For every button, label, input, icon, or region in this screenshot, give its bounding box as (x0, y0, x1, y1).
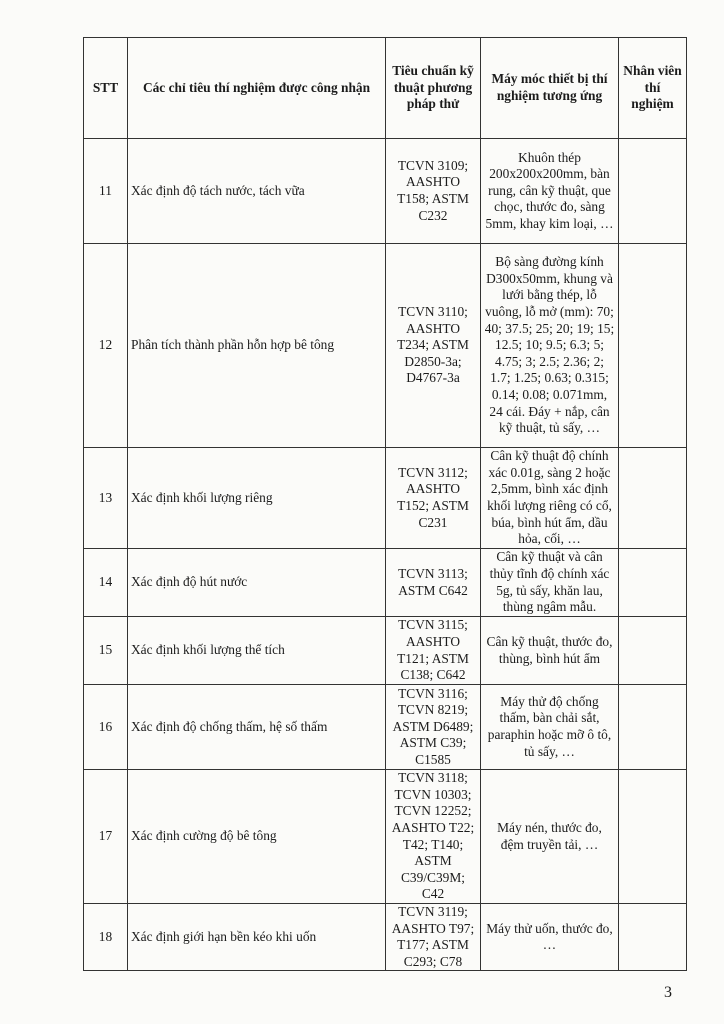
row-standard: TCVN 3115; AASHTO T121; ASTM C138; C642 (386, 617, 481, 685)
header-indicator: Các chỉ tiêu thí nghiệm được công nhận (128, 38, 386, 139)
row-stt: 12 (84, 244, 128, 448)
page-number: 3 (664, 984, 672, 1001)
row-standard: TCVN 3119; AASHTO T97; T177; ASTM C293; C78 (386, 904, 481, 971)
row-staff (619, 770, 687, 904)
row-equipment: Máy thử uốn, thước đo, … (481, 904, 619, 971)
table-header-row (84, 38, 687, 139)
row-equipment: Cân kỹ thuật và cân thủy tĩnh độ chính xác 5g, tủ sấy, khăn lau, thùng ngâm mẫu. (481, 549, 619, 617)
row-indicator: Xác định độ hút nước (128, 549, 386, 617)
row-indicator: Xác định cường độ bê tông (128, 770, 386, 904)
row-stt: 15 (84, 617, 128, 685)
header-staff: Nhân viên thí nghiệm (619, 38, 687, 139)
table-row (84, 448, 687, 549)
table-row (84, 685, 687, 770)
row-equipment: Máy thử độ chống thấm, bàn chải sắt, paraphin hoặc mỡ ô tô, tủ sấy, … (481, 685, 619, 770)
row-equipment: Máy nén, thước đo, đệm truyền tải, … (481, 770, 619, 904)
row-staff (619, 244, 687, 448)
row-stt: 13 (84, 448, 128, 549)
table-row (84, 549, 687, 617)
row-stt: 18 (84, 904, 128, 971)
row-standard: TCVN 3110; AASHTO T234; ASTM D2850-3a; D4767-3a (386, 244, 481, 448)
row-staff (619, 549, 687, 617)
table-row (84, 139, 687, 244)
header-equipment: Máy móc thiết bị thí nghiệm tương ứng (481, 38, 619, 139)
row-indicator: Xác định độ tách nước, tách vữa (128, 139, 386, 244)
row-staff (619, 139, 687, 244)
row-indicator: Xác định giới hạn bền kéo khi uốn (128, 904, 386, 971)
row-stt: 16 (84, 685, 128, 770)
row-indicator: Xác định khối lượng thể tích (128, 617, 386, 685)
row-standard: TCVN 3112; AASHTO T152; ASTM C231 (386, 448, 481, 549)
row-stt: 17 (84, 770, 128, 904)
header-stt: STT (84, 38, 128, 139)
row-standard: TCVN 3118; TCVN 10303; TCVN 12252; AASHTO T22; T42; T140; ASTM C39/C39M; C42 (386, 770, 481, 904)
row-stt: 14 (84, 549, 128, 617)
table-row (84, 244, 687, 448)
row-standard: TCVN 3113; ASTM C642 (386, 549, 481, 617)
row-standard: TCVN 3116; TCVN 8219; ASTM D6489; ASTM C39; C1585 (386, 685, 481, 770)
row-equipment: Bộ sàng đường kính D300x50mm, khung và lưới bằng thép, lỗ vuông, lỗ mở (mm): 70; 40; 37.5; 25; 20; 19; 15; 12.5; 10; 9.5; 6.3; 5; 4.75; 3; 2.5; 2.36; 2; 1.7; 1.25; 0.63; 0.315; 0.14; 0.08; 0.071mm, 24 cái. Đáy + nắp, cân kỹ thuật, tủ sấy, … (481, 244, 619, 448)
test-indicators-table (83, 37, 687, 971)
row-staff (619, 685, 687, 770)
row-stt: 11 (84, 139, 128, 244)
row-standard: TCVN 3109; AASHTO T158; ASTM C232 (386, 139, 481, 244)
row-equipment: Cân kỹ thuật độ chính xác 0.01g, sàng 2 hoặc 2,5mm, bình xác định khối lượng riêng có cổ, búa, bình hút ẩm, dầu hỏa, cối, … (481, 448, 619, 549)
row-indicator: Phân tích thành phần hỗn hợp bê tông (128, 244, 386, 448)
row-indicator: Xác định khối lượng riêng (128, 448, 386, 549)
header-standard: Tiêu chuẩn kỹ thuật phương pháp thử (386, 38, 481, 139)
row-equipment: Cân kỹ thuật, thước đo, thùng, bình hút ẩm (481, 617, 619, 685)
row-staff (619, 448, 687, 549)
row-equipment: Khuôn thép 200x200x200mm, bàn rung, cân kỹ thuật, que chọc, thước đo, sàng 5mm, khay kim loại, … (481, 139, 619, 244)
table-row (84, 770, 687, 904)
row-staff (619, 904, 687, 971)
table-row (84, 617, 687, 685)
row-indicator: Xác định độ chống thấm, hệ số thấm (128, 685, 386, 770)
table-row (84, 904, 687, 971)
row-staff (619, 617, 687, 685)
